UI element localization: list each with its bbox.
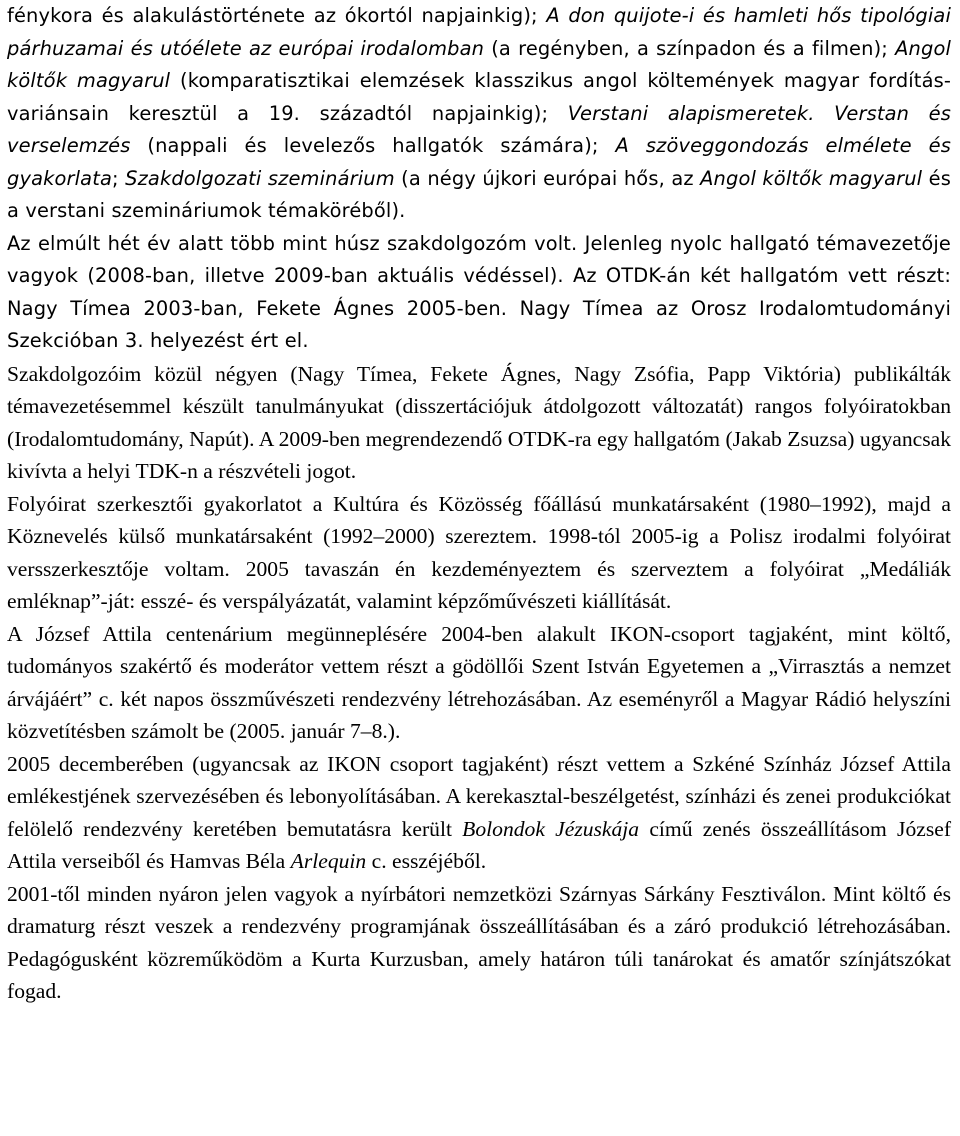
paragraph-text: A József Attila centenárium megünneplésére 2004-ben alakult IKON-csoport tagjaként, mint költő, tudományos szakértő és moderátor vettem részt a gödöllői Szent István Egyetemen a „Virrasztás a nemzet árvájáért” c. két napos összművészeti rendezvény létrehozásában. Az eseményről a Magyar Rádió helyszíni közvetítésben számolt be (2005. január 7–8.). xyxy=(7,621,951,743)
italic-title-text: A szöveggondozás elmélete és gyakorlata xyxy=(7,134,951,190)
szkene-theatre-paragraph xyxy=(7,748,951,878)
italic-title-text: Verstani alapismeretek. Verstan és verselemzés xyxy=(7,101,951,157)
italic-title-text: Szakdolgozati szeminárium xyxy=(125,166,395,190)
ikon-centenary-paragraph xyxy=(7,618,951,748)
paragraph-text: 2005 decemberében (ugyancsak az IKON csoport tagjaként) részt vettem a Szkéné Színház József Attila emlékestjének szervezésében és lebonyolításában. A kerekasztal-beszélgetést, színházi és zenei produkciókat felölelő rendezvény keretében bemutatásra került xyxy=(7,751,951,841)
thesis-supervision-paragraph xyxy=(7,228,951,358)
student-publications-paragraph xyxy=(7,358,951,488)
paragraph-text: című zenés összeállításom József Attila verseiből és Hamvas Béla xyxy=(7,816,952,873)
teaching-courses-paragraph xyxy=(7,0,951,228)
paragraph-text: ; xyxy=(112,166,126,190)
paragraph-text: Az elmúlt hét év alatt több mint húsz szakdolgozóm volt. Jelenleg nyolc hallgató témavezetője vagyok (2008-ban, illetve 2009-ban aktuális védéssel). Az OTDK-án két hallgatóm vett részt: Nagy Tímea 2003-ban, Fekete Ágnes 2005-ben. Nagy Tímea az Orosz Irodalomtudományi Szekcióban 3. helyezést ért el. xyxy=(7,231,951,352)
paragraph-text: (a négy újkori európai hős, az xyxy=(394,166,701,190)
document-page xyxy=(7,0,951,1008)
paragraph-text: és a verstani szemináriumok témaköréből). xyxy=(7,166,952,222)
editorial-experience-paragraph xyxy=(7,488,951,618)
paragraph-text: 2001-től minden nyáron jelen vagyok a nyírbátori nemzetközi Szárnyas Sárkány Fesztiválon. Mint költő és dramaturg részt veszek a rendezvény programjának összeállításában és a záró produkció létrehozásában. Pedagógusként közreműködöm a Kurta Kurzusban, amely határon túli tanárokat és amatőr színjátszókat fogad. xyxy=(7,881,951,1003)
paragraph-text: (komparatisztikai elemzések klasszikus angol költemények magyar fordítás-variánsain keresztül a 19. századtól napjainkig); xyxy=(7,69,951,125)
paragraph-text: (a regényben, a színpadon és a filmen); xyxy=(484,36,896,60)
paragraph-text: Folyóirat szerkesztői gyakorlatot a Kultúra és Közösség főállású munkatársaként (1980–1992), majd a Köznevelés külső munkatársaként (1992–2000) szereztem. 1998-tól 2005-ig a Polisz irodalmi folyóirat versszerkesztője voltam. 2005 tavaszán én kezdeményeztem és szerveztem a folyóirat „Medáliák emléknap”-ját: esszé- és verspályázatát, valamint képzőművészeti kiállítását. xyxy=(7,491,951,613)
paragraph-text: c. esszéjéből. xyxy=(366,849,487,873)
italic-title-text: Angol költők magyarul xyxy=(700,166,923,190)
italic-title-text: Angol költők magyarul xyxy=(7,36,951,92)
paragraph-text: fénykora és alakulástörténete az ókortól napjainkig); xyxy=(7,4,547,27)
paragraph-text: (nappali és levelezős hallgatók számára); xyxy=(130,134,616,157)
italic-title-text: A don quijote-i és hamleti hős tipológiai párhuzamai és utóélete az európai irodalomban xyxy=(7,4,951,60)
paragraph-text: Szakdolgozóim közül négyen (Nagy Tímea, Fekete Ágnes, Nagy Zsófia, Papp Viktória) publikálták témavezetésemmel készült tanulmányukat (disszertációjuk átdolgozott változatát) rangos folyóiratokban (Irodalomtudomány, Napút). A 2009-ben megrendezendő OTDK-ra egy hallgatóm (Jakab Zsuzsa) ugyancsak kivívta a helyi TDK-n a részvételi jogot. xyxy=(7,361,951,483)
nyirbator-festival-paragraph xyxy=(7,878,951,1008)
italic-title-text: Arlequin xyxy=(290,849,367,873)
italic-title-text: Bolondok Jézuskája xyxy=(462,816,640,841)
